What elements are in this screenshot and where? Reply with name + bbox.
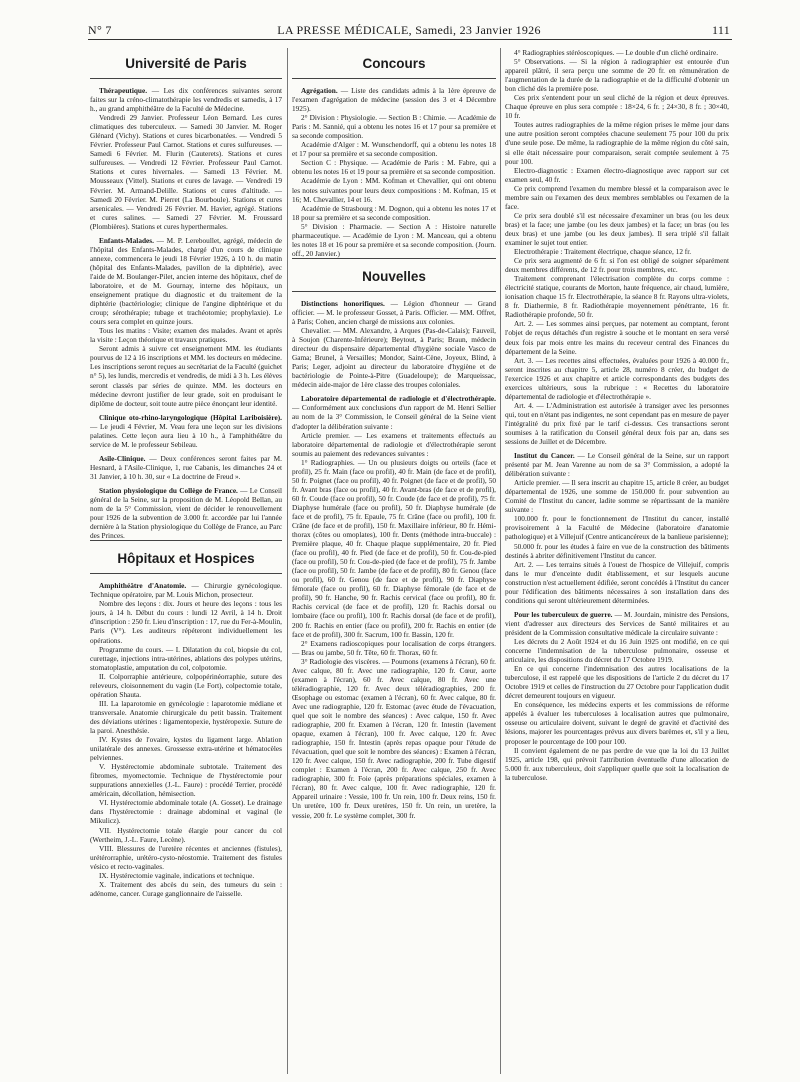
article-text: Electrothérapie : Traitement électrique, chaque séance, 12 fr.	[514, 247, 692, 257]
article-paragraph	[90, 344, 282, 407]
article-paragraph	[90, 880, 282, 898]
section-title: Nouvelles	[362, 268, 426, 284]
article-paragraph	[292, 176, 496, 203]
article-paragraph	[505, 166, 729, 184]
article-text: Traitement comprenant l'électrisation complète du corps comme : électricité statique, courants de Morton, haute fréquence, air chaud, lumière, ionisation chaque 15 fr. Electrothérapie, la séance 8 fr. Rayons ultra-violets, 8 fr. Diathermie, 8 fr. Radiothérapie moyennement pénétrante, 16 fr. Radiothérapie profonde, 50 fr.	[505, 274, 729, 320]
article-text: — Légion d'honneur — Grand officier. — M. le professeur Gosset, à Paris. Officier. — MM. Offret, à Paris; Cohen, ancien chargé de missions aux colonies.	[292, 298, 496, 326]
section-title: Université de Paris	[125, 56, 247, 71]
article-lead: Clinique oto-rhino-laryngologique (Hôpital Lariboisière).	[99, 412, 282, 422]
article-text: — Deux conférences seront faites par M. Hesnard, à l'Asile-Clinique, 1, rue Cabanis, les dimanches 24 et 31 Janvier, à 10 h. 30, sur « La doctrine de Freud ».	[90, 453, 282, 481]
article-text: VIII. Blessures de l'uretère récentes et anciennes (fistules), urétérorraphie, urétéro-cysto-néostomie. Traitement des fistules vésico et recto-vaginales.	[90, 843, 282, 871]
article-paragraph	[292, 394, 496, 430]
article-text: Chevalier. — MM. Alexandre, à Arques (Pas-de-Calais); Fauveil, à Soujon (Charente-Inférieure); Beytout, à Paris; Braun, médecin directeur du dispensaire départemental d'hygiène sociale Vasco de Gama; Brunel, à Versailles; Mondor, Saint-Cène, Joyeux, Blind, à Paris; Leger, adjoint au directeur du laboratoire d'hygiène et de bactériologie de Pointe-à-Pitre (Guadeloupe); de Marqueissac, médecin aide-major de 1ère classe des troupes coloniales.	[292, 326, 496, 390]
column-divider	[500, 48, 501, 1074]
article-paragraph	[292, 86, 496, 113]
article-paragraph	[292, 204, 496, 222]
section-rule	[292, 258, 496, 261]
article-text: Ces prix s'entendent pour un seul cliché de la région et deux épreuves. Chaque épreuve en plus sera comptée : 18×24, 6 fr. ; 24×30, 8 fr. ; 30×40, 10 fr.	[505, 93, 729, 121]
article-text: 2° Division : Physiologie. — Section B : Chimie. — Académie de Paris : M. Sannié, qui a obtenu les notes 16 et 17 pour sa première et sa seconde composition.	[292, 113, 496, 141]
article-paragraph	[90, 826, 282, 844]
section-rule	[292, 78, 496, 81]
article-text: VII. Hystérectomie totale élargie pour cancer du col (Wertheim, J.-L. Faure, Lecène).	[90, 825, 282, 844]
article-paragraph	[505, 93, 729, 120]
article-paragraph	[505, 637, 729, 664]
article-paragraph	[292, 222, 496, 258]
article-text: Nombre des leçons : dix. Jours et heure des leçons : tous les jours, à 14 h. Début du cours : lundi 12 Avril, à 14 h. Droit d'inscription : 250 fr. Lieu d'inscription : 17, rue du Fer-à-Moulin, Paris (V°). Les auditeurs répéteront individuellement les opérations.	[90, 599, 282, 645]
article-paragraph	[292, 113, 496, 140]
article-text: V. Hystérectomie abdominale subtotale. Traitement des fibromes, myomectomie. Technique de l'hystérectomie pour suppurations annexielles (J.-L. Faure) : procédé Terrier, procédé américain, décollation, hémisection.	[90, 762, 282, 799]
section-rule	[90, 78, 282, 81]
section-rule	[90, 573, 282, 576]
article-lead: Laboratoire départemental de radiologie et d'électrothérapie.	[301, 394, 496, 404]
article-text: Académie de Strasbourg : M. Dognon, qui a obtenu les notes 17 et 18 pour sa première et sa seconde composition.	[292, 203, 496, 222]
section-rule	[292, 291, 496, 294]
article-paragraph	[90, 735, 282, 762]
article-paragraph	[90, 798, 282, 825]
article-paragraph	[90, 699, 282, 735]
article-paragraph	[90, 672, 282, 699]
article-lead: Agrégation.	[301, 86, 338, 95]
article-lead: Station physiologique du Collège de France.	[99, 485, 238, 495]
article-text: Art. 3. — Les recettes ainsi effectuées, évaluées pour 1926 à 40.000 fr., seront inscrites au chapitre 5, article 28, numéro 8 créer, du budget de l'exercice 1926 et aux chapitre et article correspondants des budgets des exercices ultérieurs, sous la rubrique : « Recettes du laboratoire départemental de radiologie et d'électrothérapie ».	[505, 355, 729, 401]
article-text: Tous les matins : Visite; examen des malades. Avant et après la visite : Leçon théorique et travaux pratiques.	[90, 326, 282, 345]
article-text: II. Colporraphie antérieure, colpopérinéorraphie, suture des releveurs, cloisonnement du vagin (Le Fort), colpectomie totale, opération Shauta.	[90, 671, 282, 699]
column-left	[90, 48, 282, 1082]
article-paragraph	[90, 326, 282, 344]
running-header	[88, 23, 730, 37]
article-paragraph	[292, 639, 496, 657]
article-text: IV. Kystes de l'ovaire, kystes du ligament large. Ablation unilatérale des annexes. Grossesse extra-utérine et hématocèles pelviennes.	[90, 735, 282, 763]
section	[90, 56, 282, 540]
article-text: — Le Conseil général de la Seine, sur un rapport présenté par M. Jean Varenne au nom de sa 3° Commission, a adopté la délibération suivante :	[505, 451, 729, 479]
article-paragraph	[292, 158, 496, 176]
article-text: Vendredi 29 Janvier. Professeur Léon Bernard. Les cures climatiques des tuberculeux. — Samedi 30 Janvier. M. Roger Glénard (Vichy). Stations et cures bicarbonatées. — Vendredi 5 Février. Professeur Paul Carnot. Stations et cures sulfureuses. — Samedi 6 Février. M. Flurin (Cauterets). Stations et cures sulfureuses. — Vendredi 12 Février. Professeur Paul Carnot. Stations et cures hivernales. — Samedi 13 Février. M. Mousseaux (Vittel). Stations et cures de lavage. — Vendredi 19 Février. M. Armand-Delille. Stations et cures d'altitude. — Samedi 20 Février. M. Pierret (La Bourboule). Stations et cures arsenicales. — Vendredi 26 Février. M. Havier, agrégé. Stations et cures salines. — Samedi 27 Février. M. Froussard (Plombières). Stations et cures hyperthermales.	[90, 113, 282, 231]
article-text: Académie de Lyon : MM. Kofman et Chevallier, qui ont obtenu les notes suivantes pour leurs deux compositions : M. Kofman, 15 et 16; M. Chevallier, 14 et 16.	[292, 176, 496, 204]
article-paragraph	[90, 844, 282, 871]
article-paragraph	[90, 599, 282, 644]
article-text: — Les dix conférences suivantes seront faites sur la créno-climatothérapie les vendredis et samedis, à 17 h., au grand amphithéâtre de la Faculté de Médecine.	[90, 86, 282, 114]
article-paragraph	[505, 401, 729, 446]
article-lead: Enfants-Malades.	[99, 235, 154, 245]
article-paragraph	[90, 645, 282, 672]
article-paragraph	[90, 762, 282, 798]
article-paragraph	[292, 458, 496, 639]
article-text: Les décrets du 2 Août 1924 et du 16 Juin 1925 ont modifié, en ce qui concerne l'indemnisation de la tuberculose pulmonaire, osseuse et articulaire, les dispositions du décret du 17 Octobre 1919.	[505, 637, 729, 665]
article-text: — Le jeudi 4 Février, M. Veau fera une leçon sur les divisions palatines. Cette leçon aura lieu à 10 h., à l'amphithéâtre du service de M. le professeur Sebileau.	[90, 421, 282, 449]
article-paragraph	[505, 57, 729, 93]
article-text: 3° Radiologie des viscères. — Poumons (examens à l'écran), 60 fr. Avec calque, 80 fr. Avec une radiographie, 120 fr. Cœur, aorte (examen à l'écran), 60 fr. Avec calque, 80 fr. Avec une téléradiographie, 120 fr. Avec deux téléradiographies, 200 fr. Œsophage ou estomac (examen à l'écran), 60 fr. Avec calque, 80 fr. Avec une radiographie, 120 fr. Estomac (avec étude de l'évacuation, quel que soit le nombre des séances) : Avec calque, 150 fr. Avec radiographie, 200 fr. Examen à l'écran, 120 fr. Intestin (lavement opaque, examen à l'écran), 100 fr. Avec calque, 120 fr. Avec radiographie, 150 fr. Intestin (après repas opaque pour l'étude de l'évacuation, quel que soit le nombre des séances) : Examen à l'écran, 120 fr. Avec calque, 150 fr. Avec radiographie, 200 fr. Tube digestif complet : Examen à l'écran, 200 fr. Avec calque, 250 fr. Avec radiographie, 300 fr. Foie (après préparations spéciales, examen à l'écran), 80 fr. Avec calque, 100 fr. Avec radiographie, 120 fr. Appareil urinaire : Vessie, 100 fr. Un rein, 100 fr. Deux reins, 150 fr. Un uretère, 100 fr. Deux uretères, 150 fr. Un rein, un uretère, la vessie, 200 fr. Le système complet, 300 fr.	[292, 656, 496, 820]
article-text: Ce prix comprend l'examen du membre blessé et la comparaison avec le membre sain ou l'examen des deux membres semblables ou l'examen de la face.	[505, 183, 729, 211]
article-text: X. Traitement des abcès du sein, des tumeurs du sein : adénome, cancer. Curage ganglionnaire de l'aisselle.	[90, 879, 282, 898]
article-text: En ce qui concerne l'indemnisation des autres localisations de la tuberculose, il est rappelé que les dispositions de l'article 2 du décret du 17 Octobre 1919 et celles de l'instruction du 27 Octobre pour l'application dudit décret demeurent toujours en vigueur.	[505, 664, 729, 701]
header-rule	[88, 39, 732, 40]
article-text: 4° Radiographies stéréoscopiques. — Le double d'un cliché ordinaire.	[514, 48, 719, 57]
article-text: 5° Observations. — Si la région à radiographier est entourée d'un appareil plâtré, il sera perçu une somme de 20 fr. en rémunération de l'augmentation de la durée de la radiographie et de la difficulté d'obtenir un bon cliché dès la première pose.	[505, 57, 729, 94]
article-text: Ce prix sera augmenté de 6 fr. si l'on est obligé de soigner séparément deux membres différents, de 12 fr. pour trois membres, etc.	[505, 256, 729, 275]
article-paragraph	[505, 514, 729, 541]
article-text: — Liste des candidats admis à la 1ère épreuve de l'examen d'agrégation de médecine (session des 3 et 4 Décembre 1925).	[292, 86, 496, 114]
issue-number: N° 7	[88, 23, 112, 37]
article-paragraph	[505, 451, 729, 478]
article-paragraph	[505, 664, 729, 700]
article-text: — Chirurgie gynécologique. Technique opératoire, par M. Louis Michon, prosecteur.	[90, 581, 282, 600]
article-text: Article premier. — Les examens et traitements effectués au laboratoire départemental de radiologie et d'électrothérapie seront soumis au paiement des redevances suivantes :	[292, 430, 496, 458]
article-paragraph	[505, 48, 729, 57]
article-lead: Pour les tuberculeux de guerre.	[514, 609, 613, 619]
article-paragraph	[90, 454, 282, 481]
article-paragraph	[90, 413, 282, 449]
section-title: Concours	[362, 56, 426, 71]
article-text: Académie d'Alger : M. Wunschendorff, qui a obtenu les notes 18 et 17 pour sa première et sa seconde composition.	[292, 140, 496, 159]
article-paragraph	[505, 274, 729, 319]
article-text: — M. Jourdain, ministre des Pensions, vient d'adresser aux directeurs des Services de Santé militaires et au président de la Commission consultative médicale la circulaire suivante :	[505, 609, 729, 637]
article-paragraph	[505, 746, 729, 782]
article-text: Electro-diagnostic : Examen électro-diagnostique avec rapport sur cet examen seul, 40 fr.	[505, 165, 729, 184]
article-lead: Asile-Clinique.	[99, 453, 146, 463]
page-number: 111	[711, 23, 730, 37]
article-paragraph	[90, 236, 282, 326]
article-paragraph	[505, 700, 729, 745]
article-text: Article premier. — Il sera inscrit au chapitre 15, article 8 créer, au budget départemental de 1926, une somme de 150.000 fr. pour subvention au Comité de l'Institut du cancer, ladite somme se répartissant de la manière suivante :	[505, 478, 729, 515]
article-text: Art. 2. — Les sommes ainsi perçues, par notement au comptant, feront l'objet de reçus détachés d'un registre à souche et le montant en sera versé deux fois par mois entre les mains du receveur central des Finances du département de la Seine.	[505, 319, 729, 356]
article-paragraph	[292, 431, 496, 458]
article-paragraph	[90, 86, 282, 113]
article-text: Il convient également de ne pas perdre de vue que la loi du 13 Juillet 1925, article 198, qui prévoit l'attribution éventuelle d'une allocation de 5.000 fr. aux tuberculeux, doit s'appliquer quelle que soit la localisation de la tuberculose.	[505, 745, 729, 782]
article-paragraph	[505, 356, 729, 401]
article-text: En conséquence, les médecins experts et les commissions de réforme appelés à évaluer les tuberculoses à localisation autres que pulmonaire, osseuse ou articulaire doivent, suivant le degré de gravité et d'activité des lésions, majorer les pourcentages prévus aux divers barèmes et, s'il y a lieu, proposer le pourcentage de 100 pour 100.	[505, 700, 729, 746]
article-text: IX. Hystérectomie vaginale, indications et technique.	[99, 870, 255, 880]
article-text: Ce prix sera doublé s'il est nécessaire d'examiner un bras (ou les deux bras) et la face; une jambe (ou les deux jambes) et la face; un bras (ou les deux bras) et une jambe (ou les deux jambes). Il sera triplé s'il fallait examiner le sujet tout entier.	[505, 210, 729, 247]
article-paragraph	[90, 871, 282, 880]
section-rule	[90, 540, 282, 543]
article-paragraph	[505, 184, 729, 211]
article-text: III. La laparotomie en gynécologie : laparotomie médiane et transversale. Anatomie chirurgicale du petit bassin. Traitement des déviations utérines : ligamentopexie, hystéropexie. Suture de la paroi. Anesthésie.	[90, 698, 282, 735]
article-text: Art. 4. — L'Administration est autorisée à transiger avec les personnes qui, tout en n'étant pas indigentes, ne sont cependant pas en mesure de payer l'intégralité du prix fixé par le tarif ci-dessus. Ces transactions seront soumises à la ratification du Conseil général deux fois par an, dans ses sessions de Juillet et de Décembre.	[505, 400, 729, 447]
article-paragraph	[292, 299, 496, 326]
article-lead: Institut du Cancer.	[514, 451, 575, 461]
section	[292, 258, 496, 820]
article-text: Toutes autres radiographies de la même région prises le même jour dans une autre position seront comptées chacune seulement 75 pour 100 du prix d'une seule pose. De même, la radiographie de la même région du côté sain, si elle était nécessaire pour comparaison, serait comptée seulement à 75 pour 100.	[505, 120, 729, 166]
article-lead: Thérapeutique.	[99, 86, 148, 95]
article-paragraph	[505, 478, 729, 514]
article-paragraph	[90, 581, 282, 599]
article-paragraph	[505, 256, 729, 274]
article-text: 50.000 fr. pour les études à faire en vue de la construction des bâtiments destinés à abriter définitivement l'Institut du cancer.	[505, 541, 729, 560]
column-middle	[292, 48, 496, 1082]
section-title: Hôpitaux et Hospices	[117, 551, 255, 567]
article-paragraph	[505, 610, 729, 637]
article-text: 100.000 fr. pour le fonctionnement de l'Institut du cancer, installé provisoirement à la Faculté de Médecine (laboratoire d'anatomie pathologique) et à Villejuif (Centre anticancéreux de la banlieue parisienne);	[505, 514, 729, 542]
article-text: 2° Examens radioscopiques pour localisation de corps étrangers. — Bras ou jambe, 50 fr. Tête, 60 fr. Thorax, 60 fr.	[292, 638, 496, 657]
article-paragraph	[505, 247, 729, 256]
article-paragraph	[505, 120, 729, 165]
article-paragraph	[292, 326, 496, 389]
article-text: 5° Division : Pharmacie. — Section A : Histoire naturelle pharmaceutique. — Académie de Lyon : M. Manceau, qui a obtenu les notes 18 et 16 pour sa première et sa seconde composition. (Journ. off., 20 Janvier.)	[292, 221, 496, 258]
article-paragraph	[90, 486, 282, 540]
article-paragraph	[505, 560, 729, 605]
article-text: — Conformément aux conclusions d'un rapport de M. Henri Sellier au nom de la 3° Commission, le Conseil général de la Seine vient d'adopter la délibération suivante :	[292, 403, 496, 431]
article-text: Programme du cours. — I. Dilatation du col, biopsie du col, curettage, injections intra-utérines, ablations des polypes utérins, stomatoplastie, amputation du col, colpotomie.	[90, 644, 282, 672]
article-text: — M. P. Lereboullet, agrégé, médecin de l'hôpital des Enfants-Malades, chargé d'un cours de clinique annexe, commencera le jeudi 18 Février 1926, à 10 h. du matin (hôpital des Enfants-Malades, pavillon de la diphtérie), avec l'aide de M. Boulanger-Pilet, ancien interne des hôpitaux, chef de laboratoire, et de M. Gournay, interne des hôpitaux, un enseignement pratique du diagnostic et du traitement de la diphtérie (bactériologie; clinique de l'angine diphtérique et du croup; sérothérapie; tubage et trachéotomie; prophylaxie). Le cours sera complet en quinze jours.	[90, 235, 282, 327]
article-paragraph	[505, 542, 729, 560]
column-right	[505, 48, 729, 1082]
article-lead: Distinctions honorifiques.	[301, 298, 385, 308]
article-text: Art. 2. — Les terrains situés à l'ouest de l'hospice de Villejuif, compris dans le mur d'enceinte dudit établissement, et sur lesquels aucune construction n'est actuellement édifiée, seront concédés à l'Institut du cancer pour l'édification des bâtiments nécessaires à son installation dans des conditions qui seront ultérieurement déterminées.	[505, 559, 729, 605]
article-paragraph	[90, 113, 282, 231]
article-paragraph	[505, 319, 729, 355]
article-lead: Amphithéâtre d'Anatomie.	[99, 581, 187, 591]
section	[292, 56, 496, 258]
article-text: VI. Hystérectomie abdominale totale (A. Gosset). Le drainage dans l'hystérectomie : drainage abdominal et vaginal (le Mikulicz).	[90, 798, 282, 826]
article-text: Section C : Physique. — Académie de Paris : M. Fabre, qui a obtenu les notes 16 et 19 pour sa première et sa seconde composition.	[292, 158, 496, 177]
article-paragraph	[505, 211, 729, 247]
article-text: Seront admis à suivre cet enseignement MM. les étudiants pourvus de 12 à 16 inscriptions et MM. les docteurs en médecine. Les inscriptions seront reçues au secrétariat de la Faculté (guichet n° 5), les lundis, mercredis et vendredis, de midi à 3 h. Les élèves seront classés par séries de quinze. MM. les docteurs en médecine devront justifier de leur grade, soit en produisant le diplôme de docteur, soit toute autre pièce énonçant leur identité.	[90, 344, 282, 408]
journal-title: LA PRESSE MÉDICALE, Samedi, 23 Janvier 1926	[277, 23, 541, 37]
article-text: — Le Conseil général de la Seine, sur la proposition de M. Léopold Bellan, au nom de la 5° Commission, vient de décider le renouvellement pour 1926 de la subvention de 3.000 fr. accordée par lui l'année dernière à la Station physiologique du Collège de France, au Parc des Princes.	[90, 485, 282, 541]
article-paragraph	[292, 140, 496, 158]
column-divider	[287, 48, 288, 1074]
article-paragraph	[292, 657, 496, 820]
article-text: 1° Radiographies. — Un ou plusieurs doigts ou orteils (face et profil), 25 fr. Main (face ou profil), 40 fr. Main (de face et de profil), 50 fr. Poignet (face ou profil), 40 fr. Poignet (de face et de profil), 50 fr. Avant bras (face ou profil), 40 fr. Avant-bras (de face et de profil), 60 fr. Coude (face ou profil), 50 fr. Coude (de face et de profil), 75 fr. Diaphyse humérale (face ou profil), 50 fr. Diaphyse humérale (de face et de profil), 75 fr. Epaule, 75 fr. Crâne (face ou profil), 100 fr. Crâne (de face et de profil), 150 fr. Maxillaire inférieur, 80 fr. Hémi-thorax (côtes ou omoplates), 100 fr. Dents (méthode intra-buccale) : Première plaque, 40 fr. Chaque plaque supplémentaire, 20 fr. Pied (face ou profil), 40 fr. Pied (de face et de profil), 50 fr. Cou-de-pied (face ou profil), 50 fr. Cou-de-pied (de face et de profil), 75 fr. Jambe (face ou profil), 50 fr. Jambe (de face et de profil), 80 fr. Genou (face ou profil), 60 fr. Genou (de face et de profil), 90 fr. Diaphyse fémorale (face ou profil), 60 fr. Diaphyse fémorale (de face et de profil), 90 fr. Hanche, 90 fr. Rachis cervical (face ou profil), 80 fr. Rachis cervical (de face et de profil), 120 fr. Rachis dorsal ou lombaire (face ou profil), 100 fr. Rachis dorsal (de face et de profil), 200 fr. Rachis en entier (face ou profil), 200 fr. Rachis en entier (de face et de profil), 300 fr. Sacrum, 100 fr. Bassin, 120 fr.	[292, 457, 496, 639]
section	[90, 540, 282, 898]
